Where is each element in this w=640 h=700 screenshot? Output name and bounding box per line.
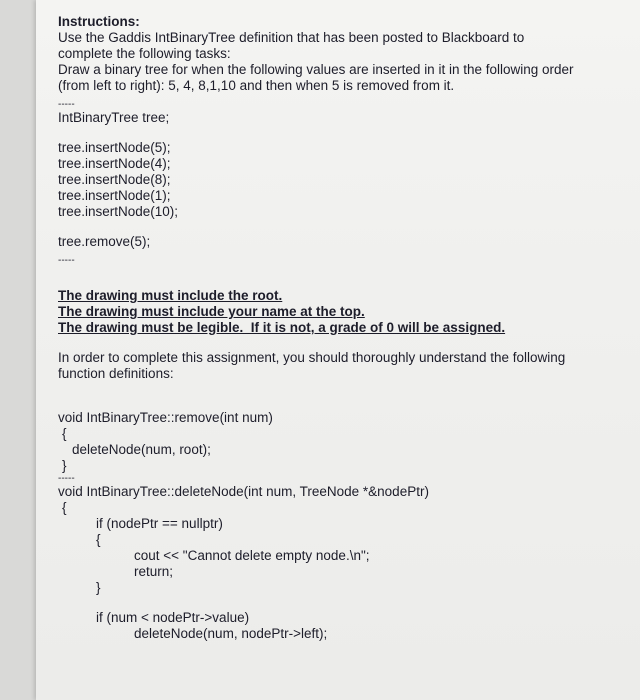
insert-call: tree.insertNode(8); — [58, 172, 171, 187]
separator-dashes: ----- — [58, 255, 75, 266]
instructions-para2-line2: (from left to right): 5, 4, 8,1,10 and then when 5 is removed from it. — [58, 78, 455, 93]
tree-declaration: IntBinaryTree tree; — [58, 110, 170, 125]
assignment-text — [58, 14, 628, 642]
instructions-heading: Instructions: — [58, 14, 140, 29]
code-remove-signature: void IntBinaryTree::remove(int num) — [58, 410, 273, 425]
code-if-null: if (nodePtr == nullptr) — [96, 516, 223, 531]
code-brace: } — [62, 458, 67, 473]
code-if-less: if (num < nodePtr->value) — [96, 610, 250, 625]
insert-call: tree.insertNode(4); — [58, 156, 171, 171]
remove-call: tree.remove(5); — [58, 234, 151, 249]
separator-dashes: ----- — [58, 99, 75, 110]
code-return: return; — [134, 564, 174, 579]
rule-legible: The drawing must be legible. If it is not, a grade of 0 will be assigned. — [58, 320, 506, 335]
insert-call: tree.insertNode(5); — [58, 140, 171, 155]
insert-call: tree.insertNode(10); — [58, 204, 179, 219]
code-cout: cout << "Cannot delete empty node.\n"; — [134, 548, 370, 563]
separator-dashes: ----- — [58, 473, 75, 484]
code-delete-left: deleteNode(num, nodePtr->left); — [134, 626, 328, 641]
code-brace: { — [62, 426, 67, 441]
rule-name: The drawing must include your name at the top. — [58, 304, 365, 319]
rule-root: The drawing must include the root. — [58, 288, 283, 303]
code-delete-signature: void IntBinaryTree::deleteNode(int num, TreeNode *&nodePtr) — [58, 484, 429, 499]
instructions-para1-line2: complete the following tasks: — [58, 46, 231, 61]
instructions-para3-line1: In order to complete this assignment, you should thoroughly understand the following — [58, 350, 566, 365]
code-remove-body: deleteNode(num, root); — [72, 442, 211, 457]
instructions-para2-line1: Draw a binary tree for when the following values are inserted in it in the following order — [58, 62, 574, 77]
instructions-para1-line1: Use the Gaddis IntBinaryTree definition that has been posted to Blackboard to — [58, 30, 525, 45]
code-brace: } — [96, 580, 101, 595]
insert-call: tree.insertNode(1); — [58, 188, 171, 203]
instructions-para3-line2: function definitions: — [58, 366, 174, 381]
code-brace: { — [62, 500, 67, 515]
code-brace: { — [96, 532, 101, 547]
